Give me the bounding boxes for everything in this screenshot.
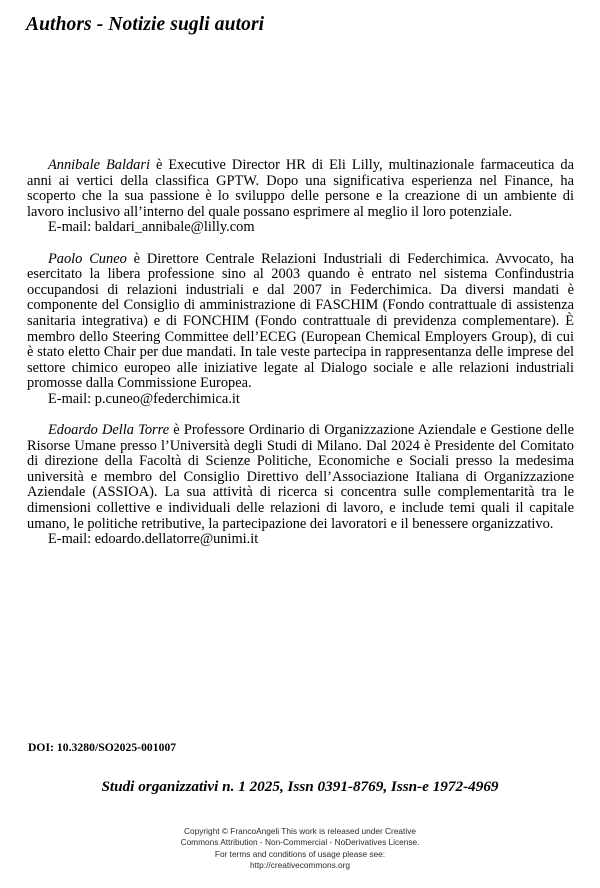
journal-citation-line: Studi organizzativi n. 1 2025, Issn 0391-8769, Issn-e 1972-4969: [101, 778, 499, 795]
author-name: Annibale Baldari: [48, 157, 150, 173]
author-bio-paragraph: [27, 252, 574, 392]
paragraph-spacer: [27, 236, 574, 252]
author-email: E-mail: baldari_annibale@lilly.com: [48, 219, 255, 236]
author-bios-block: [27, 158, 574, 548]
page-title: Authors - Notizie sugli autori: [26, 14, 265, 35]
terms-line: For terms and conditions of usage please see:: [214, 848, 386, 859]
author-bio-paragraph: [27, 423, 574, 532]
copyright-line: Copyright © FrancoAngeli This work is released under Creative: [184, 826, 416, 836]
paragraph-spacer: [27, 408, 574, 424]
author-name: Edoardo Della Torre: [48, 422, 170, 439]
doi-line: DOI: 10.3280/SO2025-001007: [28, 741, 177, 754]
author-email: E-mail: edoardo.dellatorre@unimi.it: [48, 531, 259, 548]
author-email: E-mail: p.cuneo@federchimica.it: [48, 390, 240, 407]
author-bio-text: è Executive Director HR di Eli Lilly, multinazionale farmaceutica da anni ai vertici della classifica GPTW. Dopo una significativa esperienza nel Finance, ha scoperto che la sua passione è lo sviluppo delle persone e la creazione di un ambiente di lavoro inclusivo all’interno del quale possano esprimere al meglio il loro potenziale.: [27, 157, 574, 220]
author-bio-paragraph: [27, 158, 574, 220]
author-name: Paolo Cuneo: [48, 250, 127, 267]
license-line: Commons Attribution - Non-Commercial - NoDerivatives License.: [180, 837, 420, 848]
license-url: http://creativecommons.org: [249, 859, 351, 870]
copyright-footer: [0, 826, 600, 871]
author-bio-text: è Professore Ordinario di Organizzazione Aziendale e Gestione delle Risorse Umane presso l’Università degli Studi di Milano. Dal 2024 è Presidente del Comitato di direzione della Facoltà di Scienze Politiche, Economiche e Sociali presso la medesima università e membro del Consiglio Direttivo dell’Associazione Italiana di Organizzazione Aziendale (ASSIOA). La sua attività di ricerca si concentra sulle complementarità tra le dimensioni collettive e individuali delle relazioni di lavoro, e include temi quali il capitale umano, le politiche retributive, la partecipazione dei lavoratori e il benessere organizzativo.: [27, 422, 574, 532]
author-bio-text: è Direttore Centrale Relazioni Industriali di Federchimica. Avvocato, ha esercitato la libera professione sino al 2003 quando è entrato nel sistema Confindustria occupandosi di relazioni industriali e dal 2007 in Federchimica. Da diversi mandati è componente del Consiglio di amministrazione di FASCHIM (Fondo contrattuale di assistenza sanitaria integrativa) e di FONCHIM (Fondo contrattuale di previdenza complementare). È membro dello Steering Committee dell’ECEG (European Chemical Employers Group), di cui è stato eletto Chair per due mandati. In tale veste partecipa in rappresentanza delle imprese del settore chimico europeo alle iniziative legate al Dialogo sociale e alle relazioni industriali promosse dalla Commissione Europea.: [27, 250, 574, 392]
